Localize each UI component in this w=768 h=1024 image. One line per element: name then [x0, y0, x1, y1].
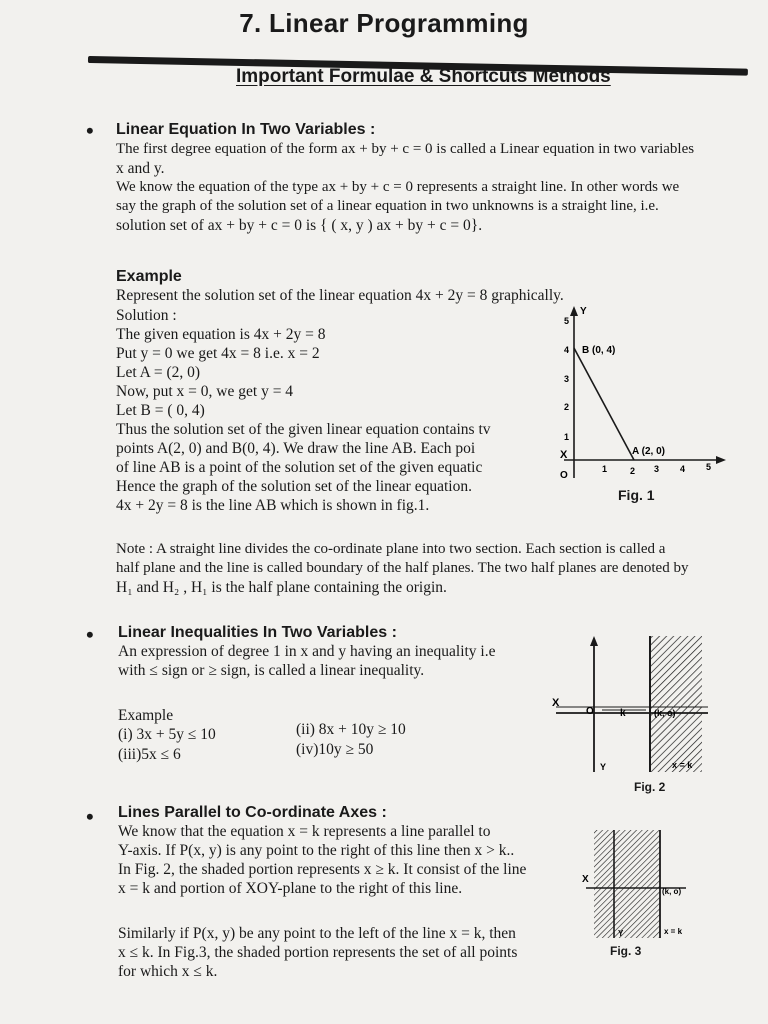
fig1-y-label: Y	[580, 306, 587, 317]
section2-heading: Linear Inequalities In Two Variables :	[118, 624, 397, 641]
example1-statement: Represent the solution set of the linear equation 4x + 2y = 8 graphically.	[116, 287, 564, 304]
fig1-x-tick: 5	[706, 462, 712, 472]
fig1-point-b-label: B (0, 4)	[582, 345, 616, 356]
fig2-x-label: X	[552, 697, 560, 709]
solution-line: 4x + 2y = 8 is the line AB which is shown in fig.1.	[116, 497, 430, 514]
section2-example-heading: Example	[118, 707, 174, 724]
solution-line: Put y = 0 we get 4x = 8 i.e. x = 2	[116, 345, 320, 362]
section1-line: solution set of ax + by + c = 0 is { ( x, y ) ax + by + c = 0}.	[116, 217, 483, 234]
section3-line: Y-axis. If P(x, y) is any point to the right of this line then x > k..	[118, 842, 515, 859]
fig2-graph	[550, 632, 730, 782]
section3-heading: Lines Parallel to Co-ordinate Axes :	[118, 804, 387, 821]
section3-line: We know that the equation x = k represents a line parallel to	[118, 823, 491, 840]
solution-line: Let B = ( 0, 4)	[116, 402, 205, 419]
fig2-caption: Fig. 2	[634, 780, 666, 794]
fig1-caption: Fig. 1	[618, 487, 655, 503]
fig1-x-label: X	[560, 449, 568, 461]
fig1-y-tick: 1	[564, 432, 570, 442]
solution-line: The given equation is 4x + 2y = 8	[116, 326, 326, 343]
section1-body	[116, 140, 694, 235]
section3-line: Similarly if P(x, y) be any point to the left of the line x = k, then	[118, 925, 516, 942]
fig2-y-arrow	[590, 636, 598, 646]
fig1-x-arrow	[716, 456, 726, 464]
example1-heading: Example	[116, 268, 182, 285]
fig1-point-a-label: A (2, 0)	[632, 446, 665, 457]
fig2-shaded-region	[650, 636, 702, 772]
note-line: Note : A straight line divides the co-ordinate plane into two section. Each section is called a	[116, 541, 666, 557]
section1-line: say the graph of the solution set of a linear equation in two unknowns is a straight line, i.e.	[116, 198, 659, 214]
section2-body	[118, 642, 496, 680]
section1-line: The first degree equation of the form ax + by + c = 0 is called a Linear equation in two variables	[116, 141, 695, 157]
solution-line: points A(2, 0) and B(0, 4). We draw the line AB. Each poi	[116, 440, 476, 457]
solution-line: Let A = (2, 0)	[116, 364, 201, 381]
fig1-origin-label: O	[560, 470, 568, 481]
section3-body2	[118, 924, 517, 981]
fig3-line-label: x = k	[664, 927, 683, 936]
section1-line: We know the equation of the type ax + by + c = 0 represents a straight line. In other words we	[116, 179, 680, 195]
fig3-point-label: (k, o)	[662, 887, 682, 896]
fig3-caption: Fig. 3	[610, 944, 642, 958]
fig1-y-tick: 2	[564, 402, 570, 412]
bullet: •	[86, 622, 94, 647]
solution-line: Thus the solution set of the given linear equation contains tv	[116, 421, 491, 438]
fig2-point-label: (k, o)	[654, 708, 676, 718]
note-block	[116, 540, 688, 597]
inequality-example: (iv)10y ≥ 50	[296, 741, 374, 758]
example1-solution	[116, 306, 536, 515]
fig2-line-label: x = k	[672, 760, 693, 770]
bullet: •	[86, 118, 94, 143]
fig1-x-tick: 3	[654, 464, 660, 474]
section2-line: with ≤ sign or ≥ sign, is called a linear inequality.	[118, 662, 425, 679]
fig3-y-label: Y	[618, 929, 624, 938]
section1-line: x and y.	[116, 160, 165, 177]
solution-line: Now, put x = 0, we get y = 4	[116, 383, 294, 400]
fig1-y-tick: 3	[564, 374, 570, 384]
section-title: Important Formulae & Shortcuts Methods	[236, 66, 611, 87]
fig3-shaded-region	[594, 830, 660, 938]
fig2-y-label: Y	[600, 762, 607, 772]
solution-line: of line AB is a point of the solution set of the given equatic	[116, 459, 483, 476]
fig1-y-arrow	[570, 306, 578, 316]
note-line: H₁ and H₂ , H₁ is the half plane containing the origin.	[116, 579, 447, 596]
fig3-graph	[578, 826, 698, 946]
fig1-x-tick: 2	[630, 466, 636, 476]
fig1-y-tick: 4	[564, 345, 570, 355]
fig3-x-label: X	[582, 874, 589, 885]
section3-line: In Fig. 2, the shaded portion represents x ≥ k. It consist of the line	[118, 861, 527, 878]
section3-body	[118, 822, 526, 898]
fig1-graph	[550, 300, 740, 510]
solution-line: Hence the graph of the solution set of the linear equation.	[116, 478, 472, 495]
section1-heading: Linear Equation In Two Variables :	[116, 121, 376, 138]
section3-line: x ≤ k. In Fig.3, the shaded portion represents the set of all points	[118, 944, 518, 961]
solution-line: Solution :	[116, 307, 177, 324]
section3-line: x = k and portion of XOY-plane to the right of this line.	[118, 880, 463, 897]
note-line: half plane and the line is called boundary of the half planes. The two half planes are denoted by	[116, 560, 689, 576]
bullet: •	[86, 804, 94, 829]
inequality-example: (i) 3x + 5y ≤ 10	[118, 726, 216, 743]
fig1-x-tick: 4	[680, 464, 686, 474]
fig1-x-tick: 1	[602, 464, 608, 474]
inequality-example: (iii)5x ≤ 6	[118, 746, 181, 763]
fig1-y-tick: 5	[564, 316, 570, 326]
section3-line: for which x ≤ k.	[118, 963, 218, 980]
fig2-k-label: k	[620, 708, 626, 719]
fig2-origin-label: O	[586, 706, 594, 717]
section2-line: An expression of degree 1 in x and y having an inequality i.e	[118, 643, 496, 660]
inequality-example: (ii) 8x + 10y ≥ 10	[296, 721, 406, 738]
fig1-line-ab	[574, 348, 634, 460]
chapter-title: 7. Linear Programming	[239, 8, 529, 38]
